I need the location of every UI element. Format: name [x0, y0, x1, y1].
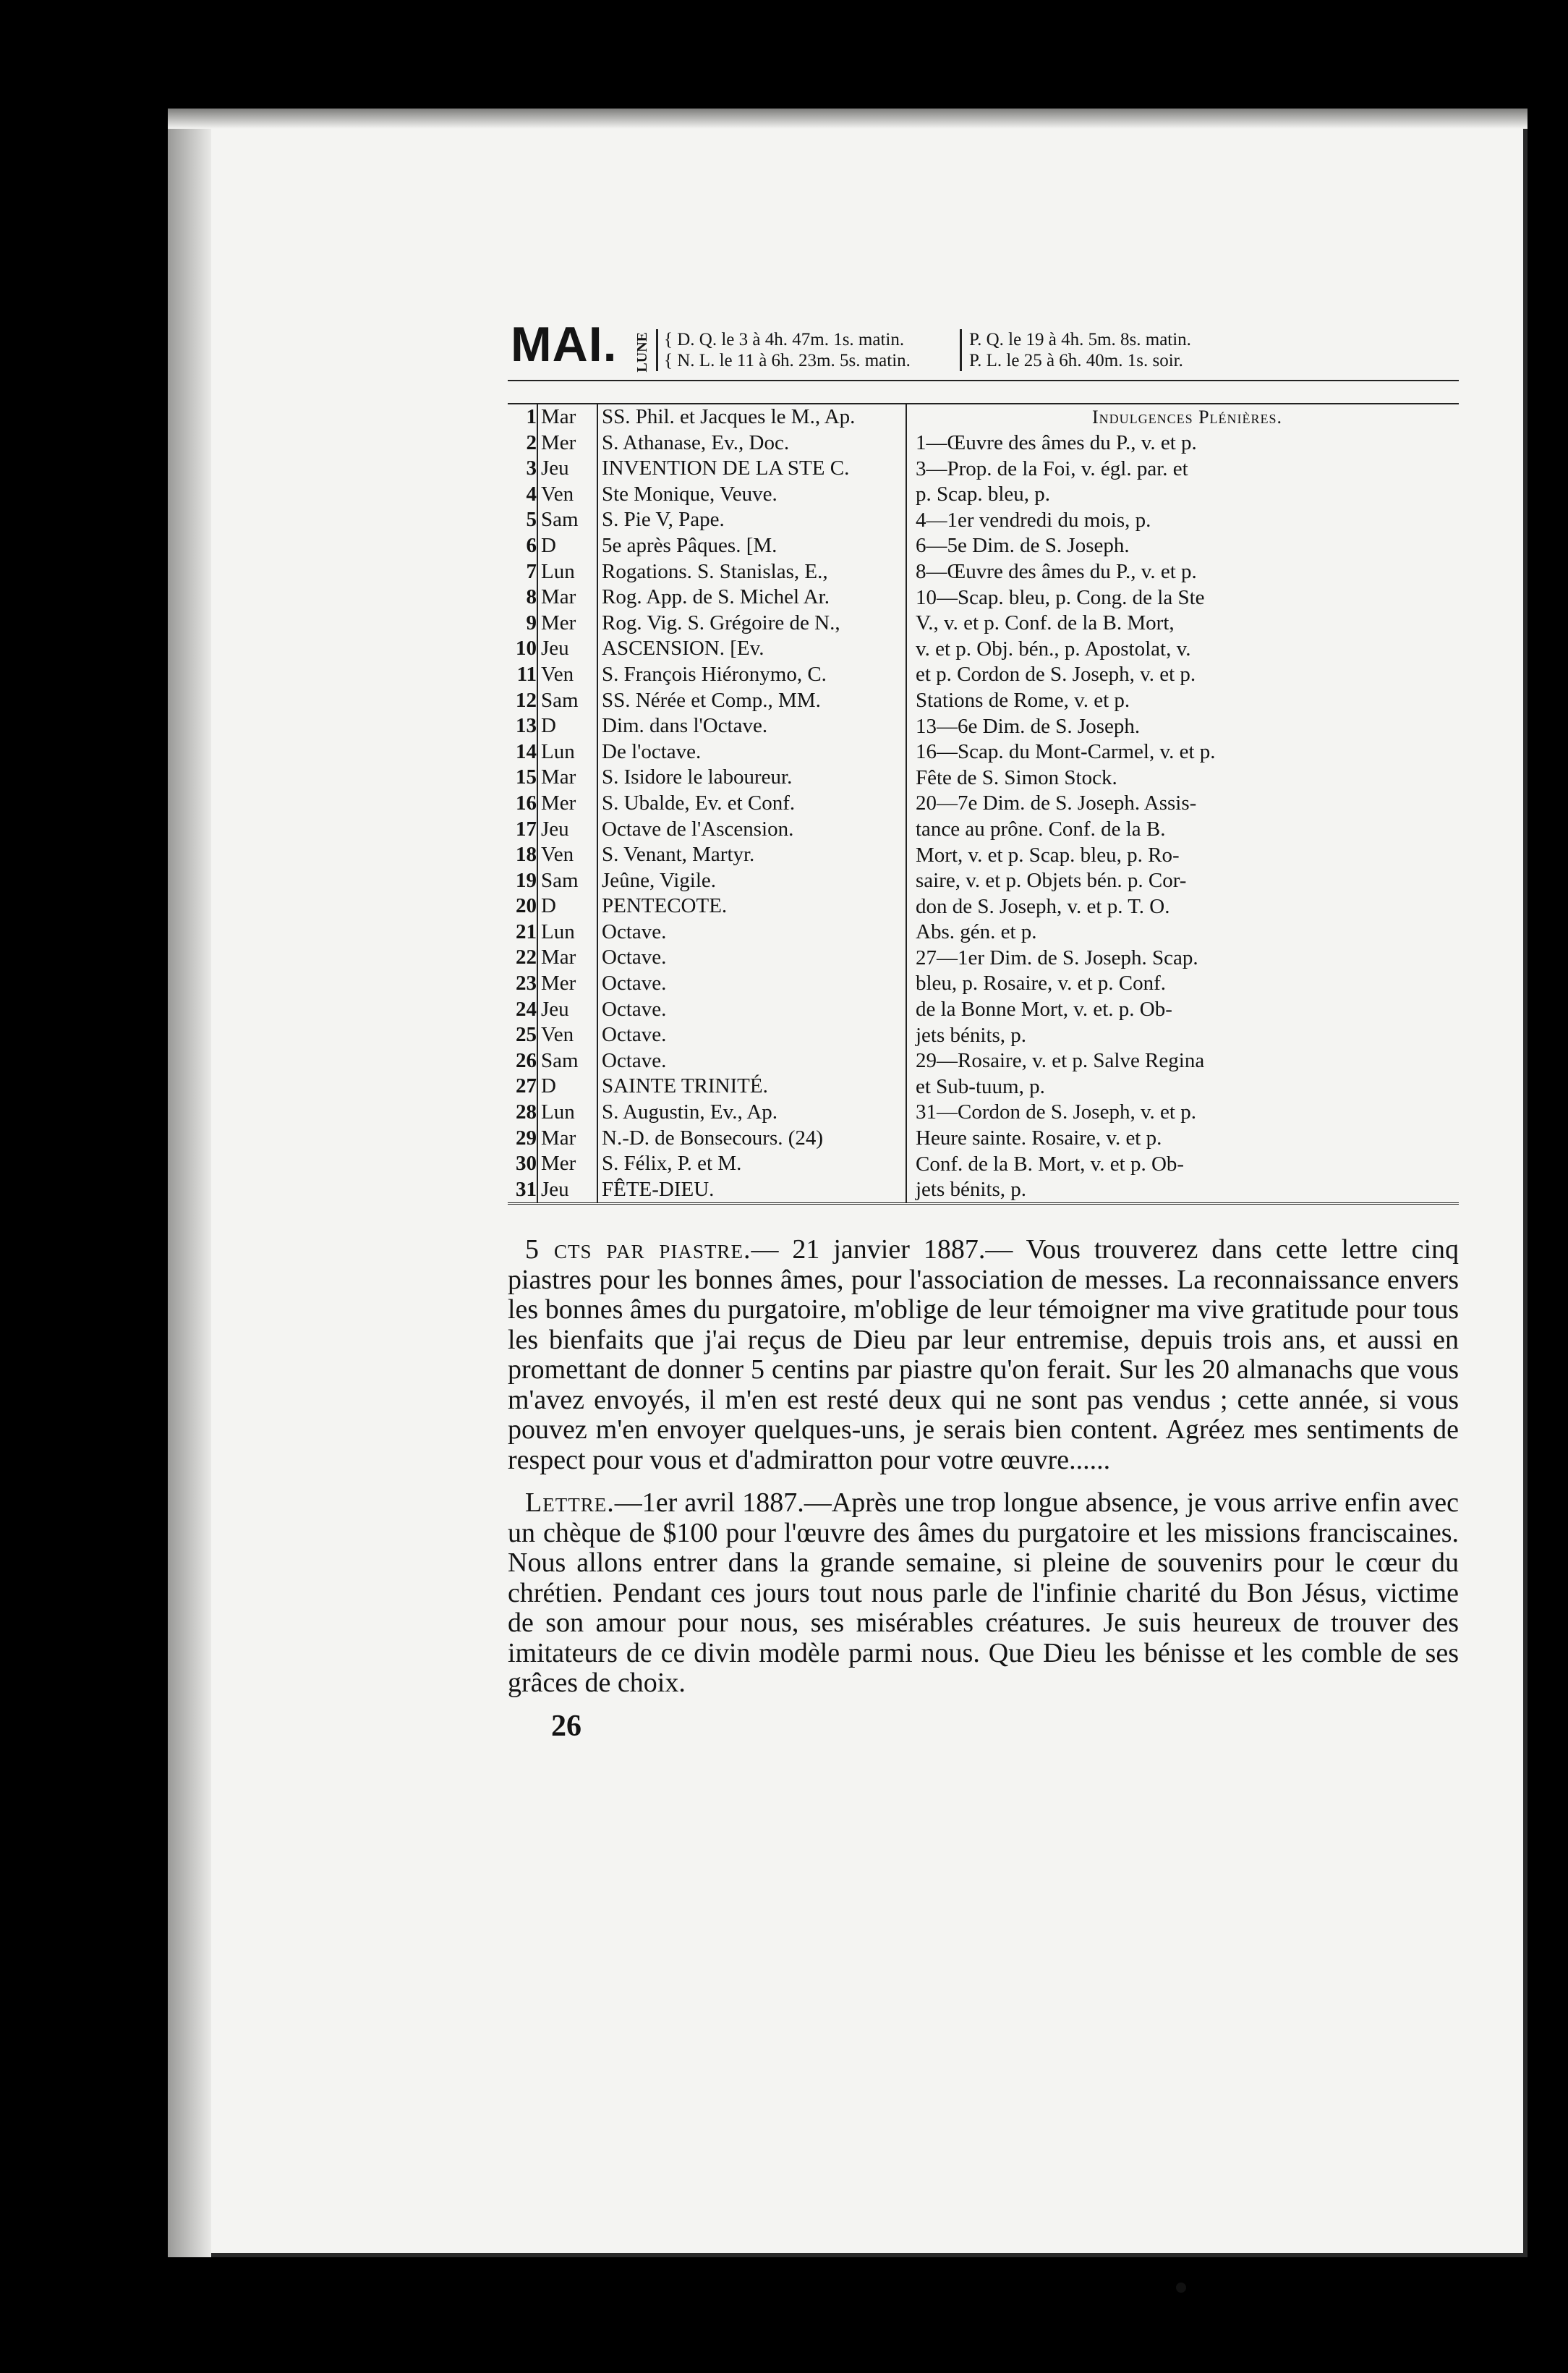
indulgences-list [916, 430, 1459, 1203]
weekday: Lun [537, 1100, 598, 1126]
weekday: Jeu [537, 1177, 598, 1203]
calendar-row [508, 739, 898, 765]
calendar-row [508, 559, 898, 585]
feast-name: Dim. dans l'Octave. [602, 714, 768, 738]
feast-name: PENTECOTE. [602, 894, 728, 918]
feast-name: Rogations. S. Stanislas, E., [602, 559, 828, 583]
feast-name: Ste Monique, Veuve. [602, 482, 777, 506]
weekday: Sam [537, 688, 598, 714]
feast-name: S. Ubalde, Ev. et Conf. [602, 791, 796, 815]
weekday: Mar [537, 404, 598, 430]
letter-body: — 21 janvier 1887.— Vous trouverez dans cette lettre cinq piastres pour les bonnes âmes, pour l'association de messes. La reconnaissance envers les bonnes âmes du purgatoire, m'oblige de leur témoigner ma vive gratitude pour tous les bienfaits que j'ai reçus de Dieu par leur entremise, depuis trois ans, et aussi en promettant de donner 5 centins par piastre qu'on ferait. Sur les 20 almanachs que vous m'avez envoyés, il m'en est resté deux qui ne sont pas vendus ; cette année, si vous pouvez m'en envoyer quelques-uns, je serais bien content. Agréez mes sentiments de respect pour vous et d'admiratton pour votre œuvre...... [508, 1234, 1459, 1475]
lune-label: LUNE [634, 332, 650, 373]
calendar-row [508, 585, 898, 611]
calendar-row [508, 971, 898, 997]
page-number: 26 [551, 1709, 581, 1743]
calendar-row [508, 868, 898, 894]
day-number: 25 [516, 1023, 537, 1047]
weekday: Ven [537, 662, 598, 688]
calendar-row [508, 611, 898, 637]
indulgence-line: V., v. et p. Conf. de la B. Mort, [916, 611, 1175, 635]
indulgence-line: jets bénits, p. [916, 1023, 1027, 1047]
moon-phase-line: P. L. le 25 à 6h. 40m. 1s. soir. [969, 351, 1183, 370]
letter-body: —1er avril 1887.—Après une trop longue absence, je vous arrive enfin avec un chèque de $100 pour l'œuvre des âmes du purgatoire et les missions franciscaines. Nous allons entrer dans la grande semaine, si pleine de souvenirs pour le cœur du chrétien. Pendant ces jours tout nous parle de l'infinie charité du Bon Jésus, victime de son amour pour nous, ses misérables créatures. Je suis heureux de trouver des imitateurs de ce divin modèle parmi nous. Que Dieu les bénisse et les comble de ses grâces de choix. [508, 1487, 1459, 1699]
day-number: 30 [516, 1152, 537, 1176]
indulgence-line: 13—6e Dim. de S. Joseph. [916, 714, 1141, 738]
day-number: 16 [516, 791, 537, 815]
calendar-row [508, 533, 898, 559]
calendar-row [508, 430, 898, 457]
calendar-row [508, 1151, 898, 1177]
letter-lead: Lettre. [525, 1487, 615, 1519]
day-number: 26 [516, 1048, 537, 1072]
feast-name: S. Félix, P. et M. [602, 1152, 742, 1176]
calendar-row [508, 842, 898, 868]
weekday: Ven [537, 482, 598, 508]
weekday: Jeu [537, 817, 598, 843]
indulgence-line: 8—Œuvre des âmes du P., v. et p. [916, 559, 1197, 583]
page-sheet [168, 109, 1527, 2257]
indulgence-line: tance au prône. Conf. de la B. [916, 817, 1166, 841]
page-content [508, 315, 1459, 1744]
day-number: 28 [516, 1100, 537, 1124]
day-number: 14 [516, 739, 537, 763]
indulgence-line: 10—Scap. bleu, p. Cong. de la Ste [916, 585, 1205, 609]
feast-name: De l'octave. [602, 739, 702, 763]
indulgences-column [906, 404, 1459, 1202]
day-number: 17 [516, 817, 537, 841]
day-number: 19 [516, 868, 537, 892]
indulgence-line: bleu, p. Rosaire, v. et p. Conf. [916, 972, 1167, 996]
indulgences-title: Indulgences Plénières. [1091, 407, 1283, 428]
indulgence-line: don de S. Joseph, v. et p. T. O. [916, 894, 1170, 918]
feast-name: INVENTION DE LA STE C. [602, 457, 850, 480]
weekday: Ven [537, 842, 598, 868]
indulgence-line: Conf. de la B. Mort, v. et p. Ob- [916, 1152, 1185, 1176]
weekday: Mer [537, 971, 598, 997]
calendar-row [508, 1177, 898, 1203]
page-edge-shadow [168, 109, 211, 2257]
day-number: 29 [516, 1126, 537, 1150]
indulgence-line: 16—Scap. du Mont-Carmel, v. et p. [916, 740, 1216, 764]
day-number: 7 [526, 559, 537, 583]
weekday: D [537, 533, 598, 559]
calendar-row [508, 404, 898, 430]
calendar-row [508, 1048, 898, 1074]
indulgence-line: Mort, v. et p. Scap. bleu, p. Ro- [916, 843, 1180, 867]
weekday: Sam [537, 1048, 598, 1074]
day-number: 8 [526, 585, 537, 609]
feast-name: S. Isidore le laboureur. [602, 765, 793, 789]
feast-name: FÊTE-DIEU. [602, 1177, 715, 1201]
indulgence-line: 29—Rosaire, v. et p. Salve Regina [916, 1049, 1205, 1073]
letter-lead: 5 cts par piastre. [525, 1234, 751, 1265]
calendar-row [508, 482, 898, 508]
indulgence-line: 6—5e Dim. de S. Joseph. [916, 534, 1130, 558]
indulgence-line: v. et p. Obj. bén., p. Apostolat, v. [916, 637, 1191, 661]
calendar-days [508, 404, 898, 1202]
weekday: Lun [537, 739, 598, 765]
indulgence-line: Fête de S. Simon Stock. [916, 765, 1117, 789]
moon-phase-line: { D. Q. le 3 à 4h. 47m. 1s. matin. [664, 330, 905, 349]
indulgence-line: 27—1er Dim. de S. Joseph. Scap. [916, 946, 1198, 969]
calendar-table [508, 403, 1459, 1205]
indulgence-line: 1—Œuvre des âmes du P., v. et p. [916, 431, 1197, 454]
indulgence-line: p. Scap. bleu, p. [916, 483, 1051, 506]
calendar-row [508, 1126, 898, 1152]
feast-name: SS. Phil. et Jacques le M., Ap. [602, 405, 856, 428]
day-number: 10 [516, 637, 537, 661]
day-number: 9 [526, 611, 537, 634]
weekday: D [537, 893, 598, 920]
calendar-row [508, 662, 898, 688]
feast-name: Rog. App. de S. Michel Ar. [602, 585, 830, 609]
calendar-row [508, 688, 898, 714]
weekday: Mar [537, 945, 598, 971]
calendar-row [508, 997, 898, 1023]
day-number: 18 [516, 843, 537, 867]
weekday: Lun [537, 920, 598, 946]
feast-name: N.-D. de Bonsecours. (24) [602, 1126, 824, 1150]
calendar-row [508, 507, 898, 533]
weekday: Jeu [537, 636, 598, 662]
weekday: D [537, 1074, 598, 1100]
weekday: Mar [537, 765, 598, 791]
day-number: 15 [516, 765, 537, 789]
feast-name: S. Athanase, Ev., Doc. [602, 430, 790, 454]
weekday: Jeu [537, 456, 598, 482]
page-top-shadow [168, 109, 1527, 129]
feast-name: S. Venant, Martyr. [602, 843, 755, 867]
weekday: Mar [537, 1126, 598, 1152]
feast-name: Octave de l'Ascension. [602, 817, 794, 841]
indulgence-line: Heure sainte. Rosaire, v. et p. [916, 1126, 1162, 1150]
weekday: Mer [537, 1151, 598, 1177]
month-header [508, 315, 1459, 381]
feast-name: Octave. [602, 997, 667, 1021]
day-number: 3 [526, 457, 537, 480]
month-title: MAI. [511, 317, 618, 372]
calendar-row [508, 636, 898, 662]
weekday: Jeu [537, 997, 598, 1023]
day-number: 21 [516, 920, 537, 943]
calendar-row [508, 817, 898, 843]
calendar-row [508, 791, 898, 817]
day-number: 22 [516, 946, 537, 969]
feast-name: Octave. [602, 1048, 667, 1072]
feast-name: Octave. [602, 1023, 667, 1047]
calendar-row [508, 765, 898, 791]
indulgence-line: Abs. gén. et p. [916, 920, 1037, 944]
feast-name: S. François Hiéronymo, C. [602, 662, 827, 686]
calendar-row [508, 713, 898, 739]
day-number: 2 [526, 430, 537, 454]
day-number: 24 [516, 997, 537, 1021]
weekday: D [537, 713, 598, 739]
day-number: 5 [526, 508, 537, 532]
day-number: 20 [516, 894, 537, 918]
feast-name: 5e après Pâques. [M. [602, 533, 777, 557]
indulgence-line: Stations de Rome, v. et p. [916, 688, 1130, 712]
indulgence-line: jets bénits, p. [916, 1178, 1027, 1202]
weekday: Mar [537, 585, 598, 611]
day-number: 31 [516, 1177, 537, 1201]
indulgence-line: de la Bonne Mort, v. et. p. Ob- [916, 998, 1172, 1022]
feast-name: Jeûne, Vigile. [602, 868, 716, 892]
weekday: Sam [537, 868, 598, 894]
calendar-row [508, 1022, 898, 1048]
feast-name: S. Augustin, Ev., Ap. [602, 1100, 778, 1124]
feast-name: SS. Nérée et Comp., MM. [602, 688, 821, 712]
weekday: Sam [537, 507, 598, 533]
day-number: 1 [526, 405, 537, 428]
feast-name: S. Pie V, Pape. [602, 508, 725, 532]
day-number: 27 [516, 1074, 537, 1098]
indulgence-line: 20—7e Dim. de S. Joseph. Assis- [916, 791, 1197, 815]
day-number: 4 [526, 482, 537, 506]
ink-dot [1176, 2283, 1186, 2293]
day-number: 23 [516, 972, 537, 996]
day-number: 11 [516, 662, 537, 686]
day-number: 13 [516, 714, 537, 738]
feast-name: Rog. Vig. S. Grégoire de N., [602, 611, 840, 634]
weekday: Lun [537, 559, 598, 585]
feast-name: Octave. [602, 972, 667, 996]
letter-paragraph [508, 1235, 1459, 1475]
indulgence-line: et Sub-tuum, p. [916, 1074, 1045, 1098]
calendar-row [508, 945, 898, 971]
feast-name: SAINTE TRINITÉ. [602, 1074, 768, 1098]
indulgence-line: 4—1er vendredi du mois, p. [916, 508, 1151, 532]
indulgence-line: saire, v. et p. Objets bén. p. Cor- [916, 869, 1187, 893]
calendar-row [508, 893, 898, 920]
feast-name: Octave. [602, 946, 667, 969]
calendar-row [508, 1074, 898, 1100]
day-number: 12 [516, 688, 537, 712]
moon-phases-left [656, 329, 911, 371]
calendar-row [508, 456, 898, 482]
weekday: Mer [537, 611, 598, 637]
moon-phase-line: { N. L. le 11 à 6h. 23m. 5s. matin. [664, 351, 911, 370]
weekday: Mer [537, 791, 598, 817]
weekday: Ven [537, 1022, 598, 1048]
weekday: Mer [537, 430, 598, 457]
moon-phases-right [960, 329, 1191, 371]
letter-paragraph [508, 1488, 1459, 1699]
indulgence-line: 31—Cordon de S. Joseph, v. et p. [916, 1100, 1196, 1124]
calendar-row [508, 920, 898, 946]
feast-name: ASCENSION. [Ev. [602, 637, 764, 661]
indulgence-line: et p. Cordon de S. Joseph, v. et p. [916, 663, 1196, 687]
calendar-row [508, 1100, 898, 1126]
indulgence-line: 3—Prop. de la Foi, v. égl. par. et [916, 457, 1188, 480]
moon-phase-line: P. Q. le 19 à 4h. 5m. 8s. matin. [969, 330, 1191, 349]
feast-name: Octave. [602, 920, 667, 943]
day-number: 6 [526, 533, 537, 557]
